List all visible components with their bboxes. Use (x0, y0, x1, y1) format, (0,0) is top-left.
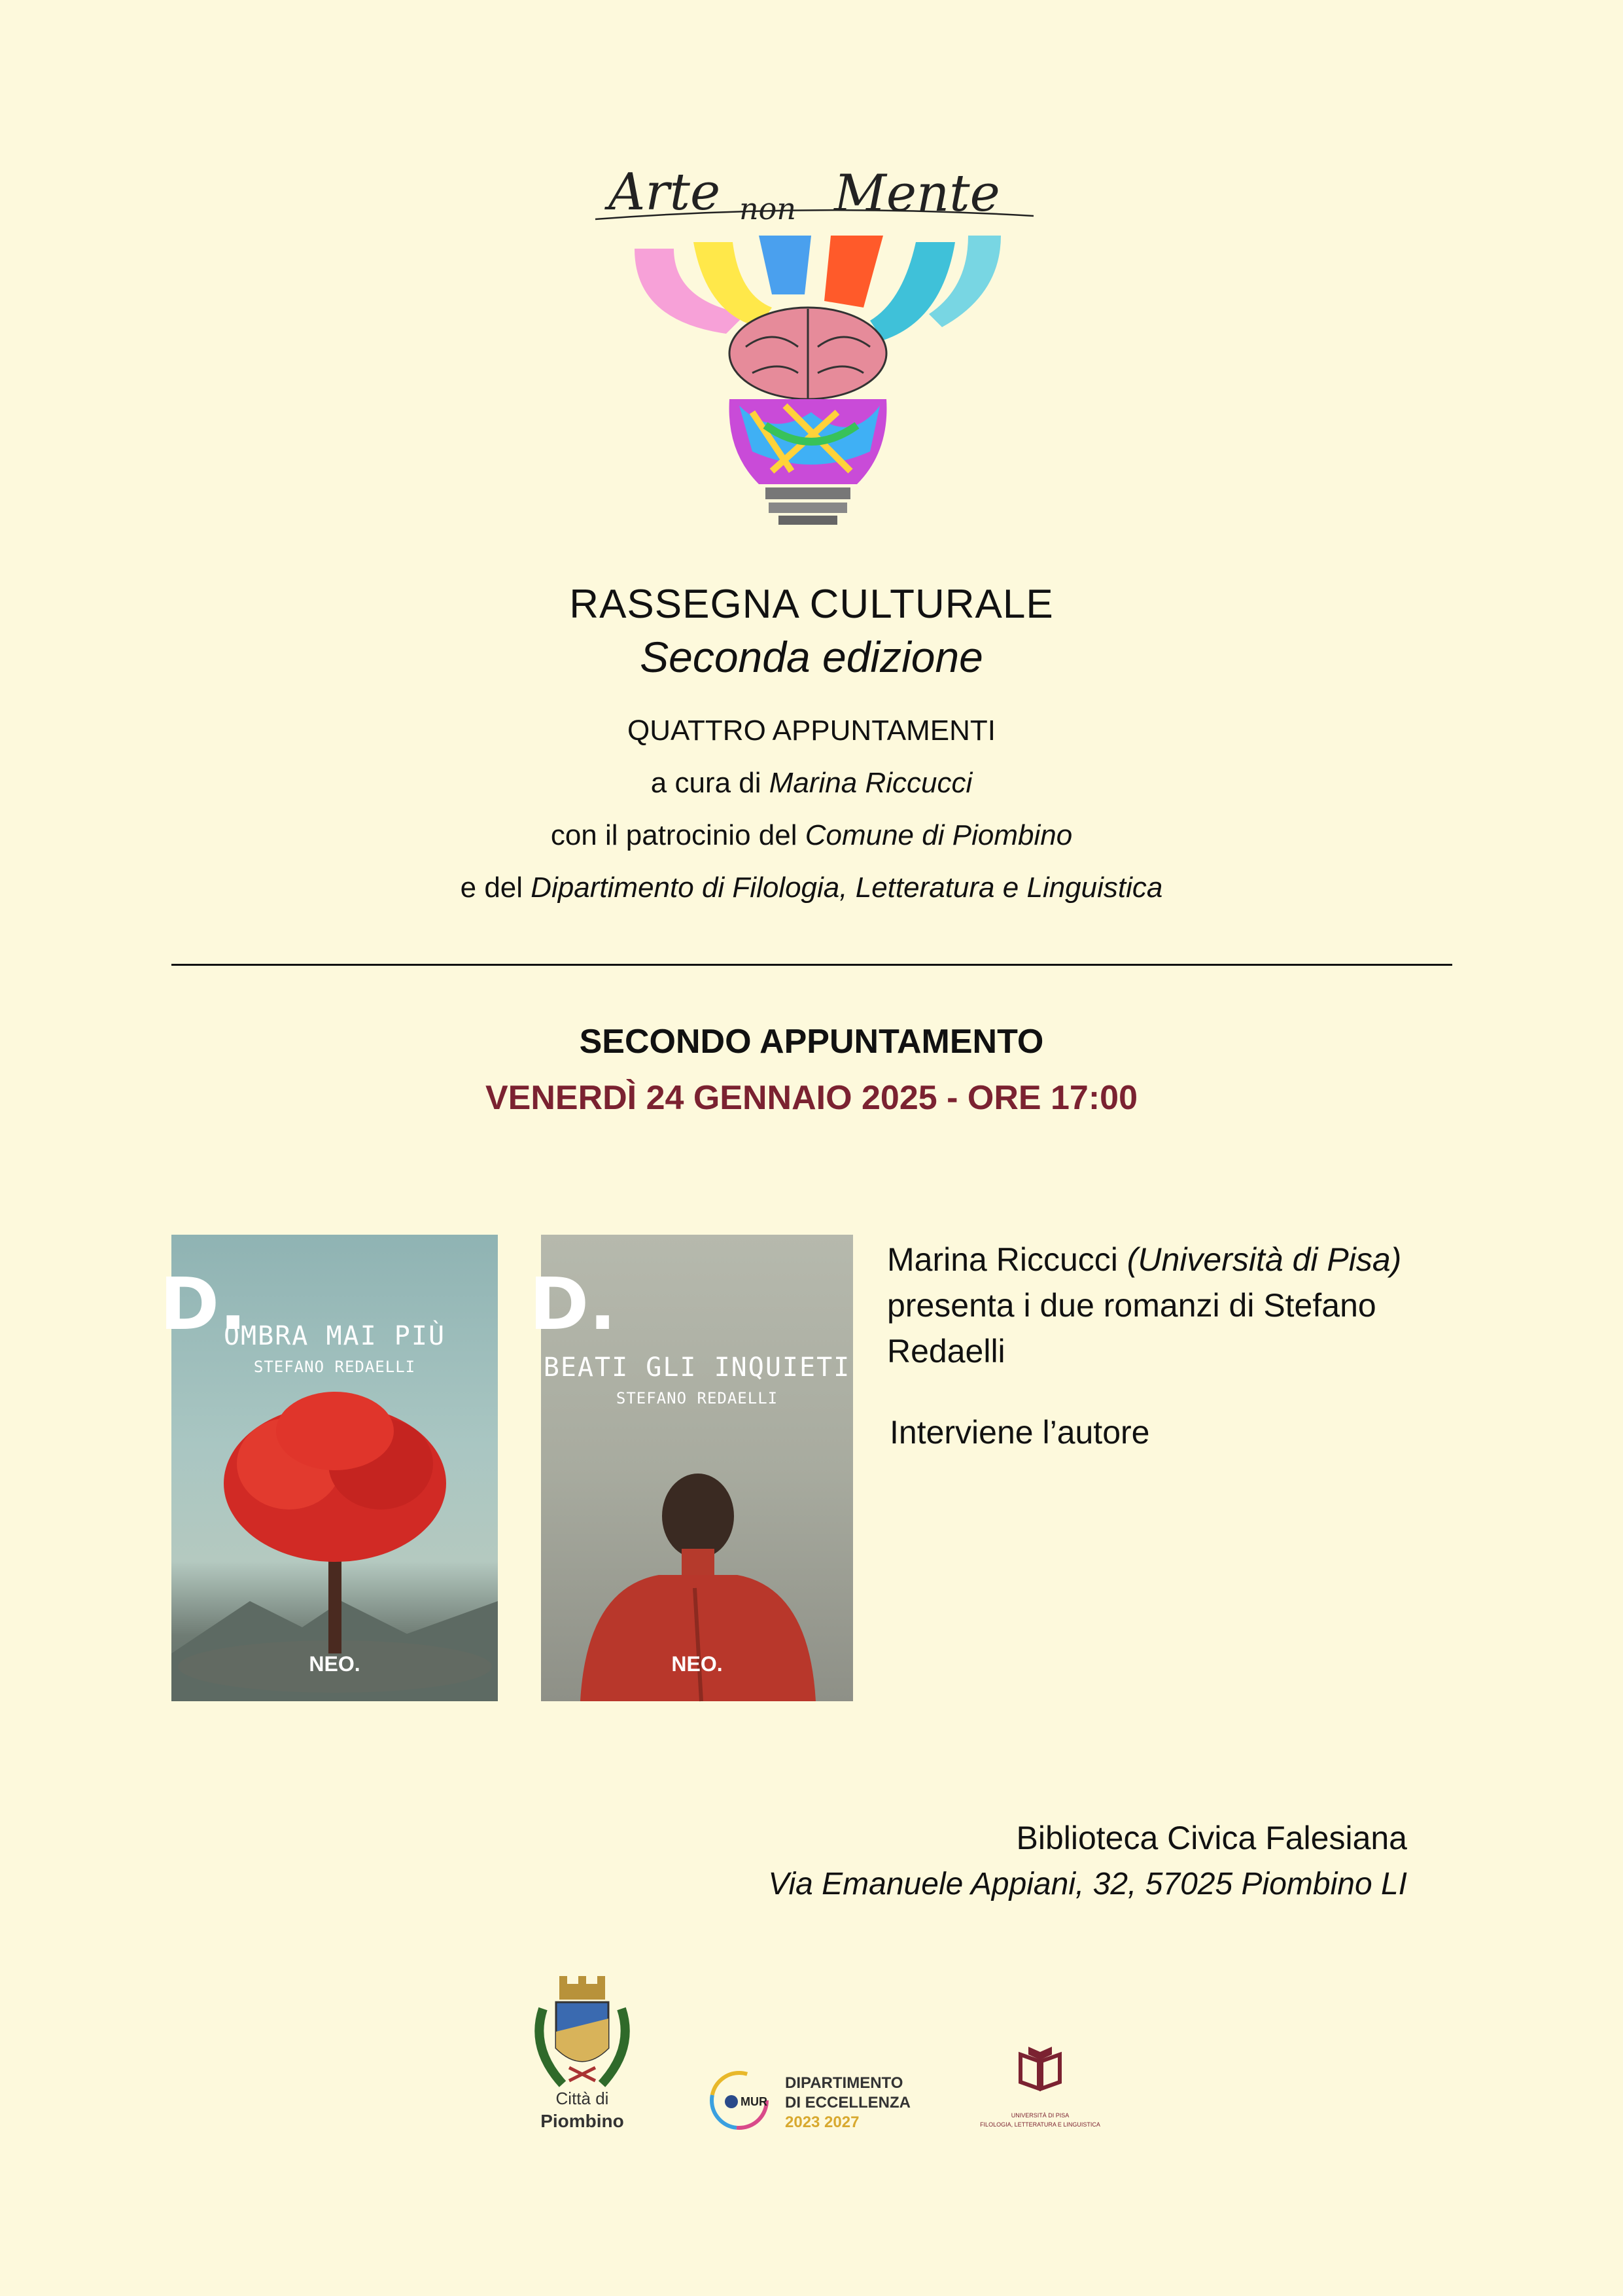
open-book-icon (1014, 2041, 1066, 2094)
logo-word-mente: Mente (834, 164, 1000, 223)
patronage-name: Comune di Piombino (805, 819, 1073, 851)
department-line (0, 872, 1623, 904)
publisher-logo: NEO. (671, 1652, 723, 1676)
book-cover-beati-gli-inquieti (529, 1235, 853, 1701)
patronage-prefix: con il patrocinio del (550, 819, 805, 851)
department-name: Dipartimento di Filologia, Letteratura e Linguistica (531, 872, 1163, 904)
appointment-label: SECONDO APPUNTAMENTO (579, 1023, 1044, 1061)
publisher-mark: D. (160, 1262, 247, 1346)
curator-line (0, 767, 1623, 800)
publisher-mark: D. (529, 1262, 617, 1346)
book-title: OMBRA MAI PIÙ (223, 1321, 446, 1351)
event-series-title: RASSEGNA CULTURALE (569, 582, 1054, 627)
presenter-affiliation: (Università di Pisa) (1126, 1241, 1402, 1278)
mur-text-line1: DIPARTIMENTO (785, 2074, 903, 2092)
mur-text-line2: DI ECCELLENZA (785, 2094, 911, 2111)
venue-address: Via Emanuele Appiani, 32, 57025 Piombino LI (768, 1867, 1407, 1901)
arte-non-mente-logo (576, 164, 1047, 543)
mur-text-years: 2023 2027 (785, 2113, 860, 2131)
unipi-text-line2: FILOLOGIA, LETTERATURA E LINGUISTICA (980, 2121, 1100, 2128)
presenter-name: Marina Riccucci (887, 1241, 1127, 1278)
book-title: BEATI GLI INQUIETI (543, 1352, 851, 1383)
patronage-line (0, 819, 1623, 852)
mur-badge-icon (707, 2068, 772, 2133)
piombino-label-name: Piombino (540, 2111, 624, 2131)
event-datetime: VENERDÌ 24 GENNAIO 2025 - ORE 17:00 (485, 1079, 1138, 1117)
publisher-logo: NEO. (309, 1652, 360, 1676)
edition-subtitle: Seconda edizione (640, 633, 983, 681)
mur-badge-text: MUR (741, 2095, 767, 2108)
book-cover-ombra-mai-piu (160, 1235, 498, 1701)
department-prefix: e del (460, 872, 531, 904)
logo-word-arte: Arte (608, 163, 721, 222)
presentation-text (887, 1237, 1476, 1374)
book-author: STEFANO REDAELLI (253, 1358, 416, 1376)
logo-word-non: non (739, 191, 796, 226)
presentation-description: presenta i due romanzi di Stefano Redaelli (887, 1287, 1376, 1369)
curator-prefix: a cura di (650, 767, 769, 799)
curator-name: Marina Riccucci (769, 767, 973, 799)
author-participation: Interviene l’autore (890, 1414, 1150, 1451)
appointments-count: QUATTRO APPUNTAMENTI (627, 715, 996, 747)
venue-name: Biblioteca Civica Falesiana (1016, 1820, 1407, 1856)
unipi-text-line1: UNIVERSITÀ DI PISA (1011, 2112, 1070, 2119)
piombino-label-city: Città di (555, 2089, 609, 2108)
book-author: STEFANO REDAELLI (616, 1389, 778, 1407)
divider (171, 964, 1452, 966)
